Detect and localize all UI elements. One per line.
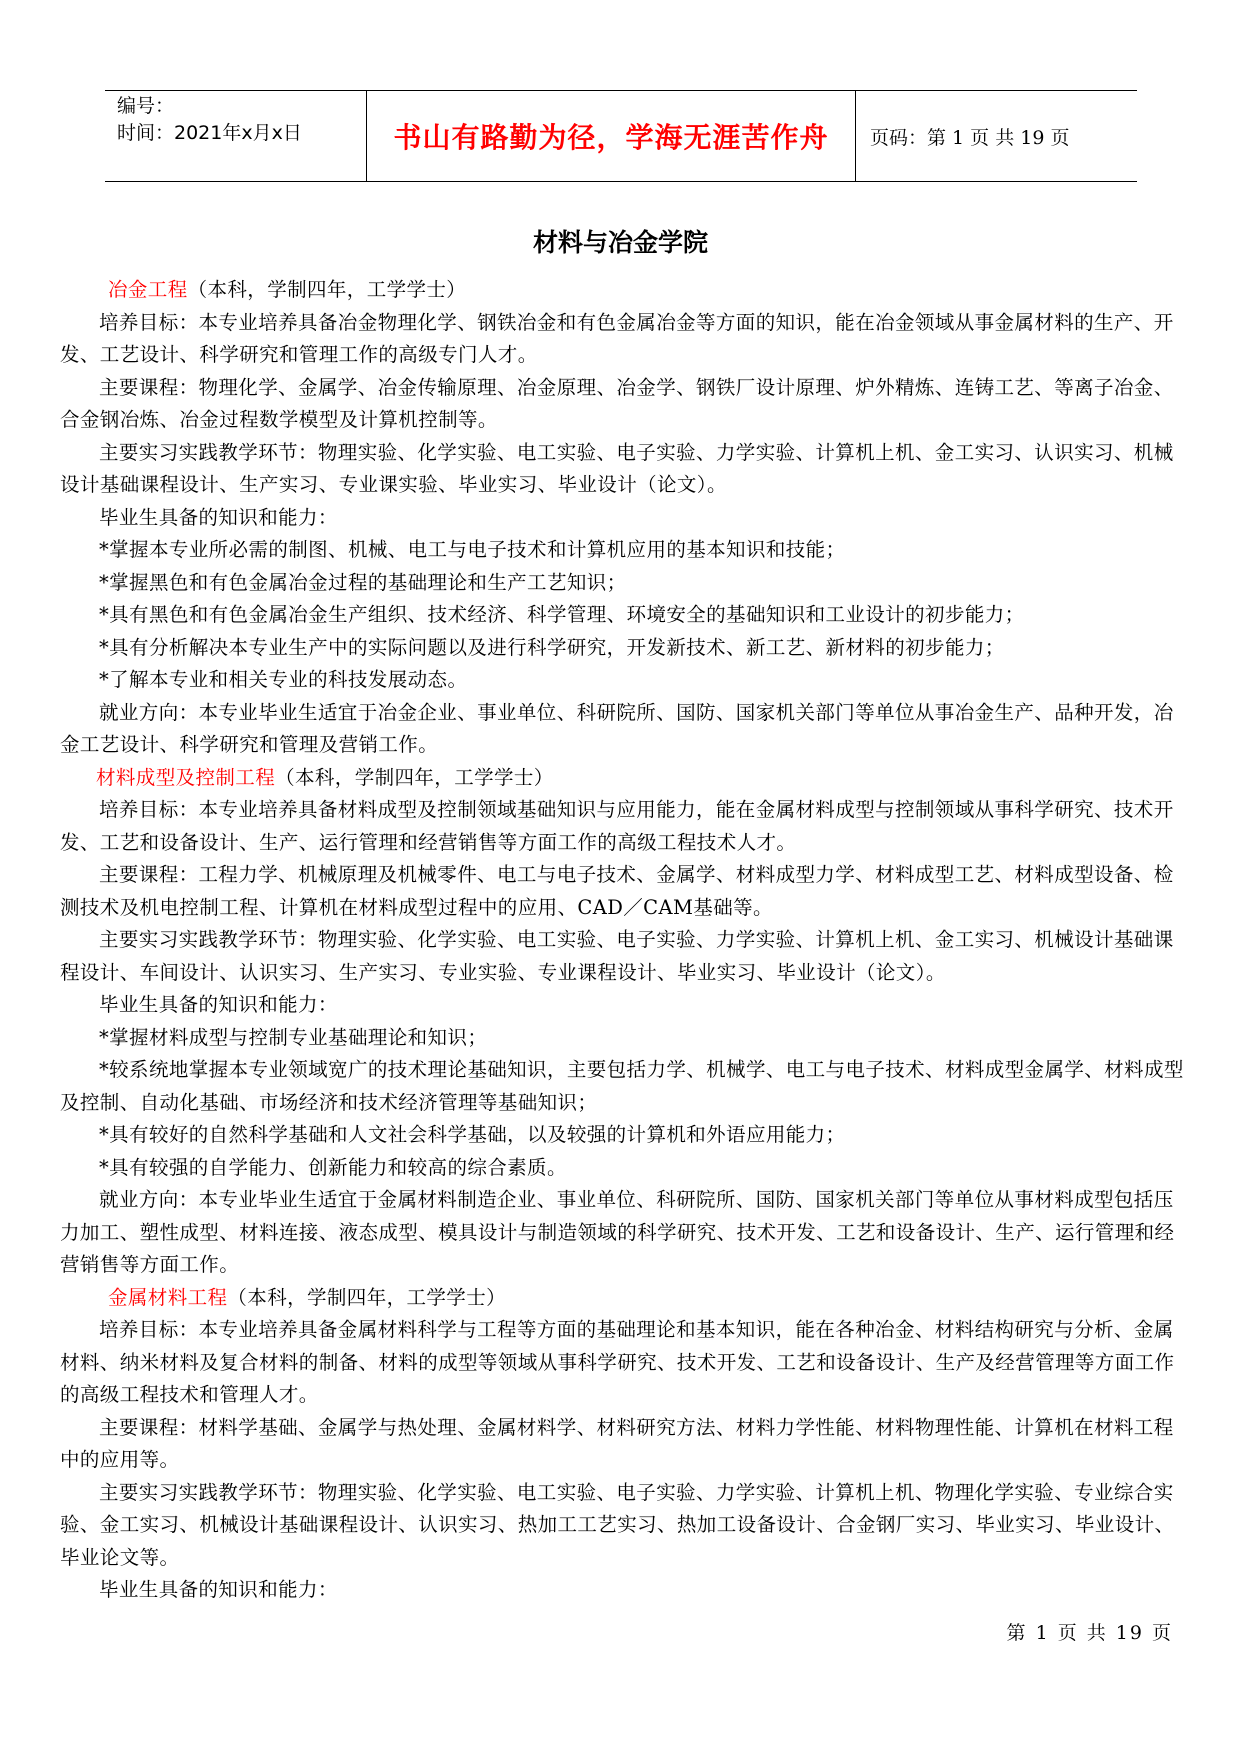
main-courses: 主要课程：物理化学、金属学、冶金传输原理、冶金原理、冶金学、钢铁厂设计原理、炉外精炼、连铸工艺、等离子冶金、合金钢冶炼、冶金过程数学模型及计算机控制等。 [60,375,1174,431]
employment-direction: 就业方向：本专业毕业生适宜于金属材料制造企业、事业单位、科研院所、国防、国家机关部门等单位从事材料成型包括压力加工、塑性成型、材料连接、液态成型、模具设计与制造领域的科学研究、技术开发、工艺和设备设计、生产、运行管理和经营销售等方面工作。 [60,1188,1175,1276]
ability-title: 毕业生具备的知识和能力： [99,505,338,529]
practice-sessions: 主要实习实践教学环节：物理实验、化学实验、电工实验、电子实验、力学实验、计算机上机、金工实习、认识实习、机械设计基础课程设计、生产实习、专业课实验、毕业实习、毕业设计（论文）。 [60,440,1174,496]
practice-sessions: 主要实习实践教学环节：物理实验、化学实验、电工实验、电子实验、力学实验、计算机上机、物理化学实验、专业综合实验、金工实习、机械设计基础课程设计、认识实习、热加工工艺实习、热加工设备设计、合金钢厂实习、毕业实习、毕业设计、毕业论文等。 [60,1480,1175,1569]
document-body [60,274,1185,1607]
ability-item: *具有较强的自学能力、创新能力和较高的综合素质。 [99,1155,567,1179]
main-courses: 主要课程：材料学基础、金属学与热处理、金属材料学、材料研究方法、材料力学性能、材料物理性能、计算机在材料工程中的应用等。 [60,1415,1174,1471]
major-heading [60,762,1185,795]
major-meta: （本科，学制四年，工学学士） [227,1285,507,1309]
page-footer: 第 1 页 共 19 页 [1006,1622,1173,1644]
serial-number-label: 编号： [117,95,175,117]
ability-item: *了解本专业和相关专业的科技发展动态。 [99,668,468,691]
ability-item: *掌握材料成型与控制专业基础理论和知识； [99,1025,488,1049]
major-meta: （本科，学制四年，工学学士） [187,278,467,301]
practice-sessions: 主要实习实践教学环节：物理实验、化学实验、电工实验、电子实验、力学实验、计算机上机、金工实习、机械设计基础课程设计、车间设计、认识实习、生产实习、专业实验、专业课程设计、毕业实习、毕业设计（论文）。 [60,928,1174,984]
major-name: 冶金工程 [108,278,188,301]
major-meta: （本科，学制四年，工学学士） [275,765,554,789]
ability-item: *具有较好的自然科学基础和人文社会科学基础，以及较强的计算机和外语应用能力； [99,1123,846,1146]
employment-direction: 就业方向：本专业毕业生适宜于冶金企业、事业单位、科研院所、国防、国家机关部门等单位从事冶金生产、品种开发，冶金工艺设计、科学研究和管理及营销工作。 [60,700,1174,756]
page-header [105,90,1137,182]
ability-item: *具有分析解决本专业生产中的实际问题以及进行科学研究，开发新技术、新工艺、新材料的初步能力； [99,635,1005,659]
major-name: 金属材料工程 [108,1285,228,1309]
ability-title: 毕业生具备的知识和能力： [99,993,338,1016]
header-info-cell [105,91,367,181]
header-page-label: 页码：第 1 页 共 19 页 [870,126,1070,149]
ability-title: 毕业生具备的知识和能力： [99,1578,338,1601]
ability-item: *具有黑色和有色金属冶金生产组织、技术经济、科学管理、环境安全的基础知识和工业设计的初步能力； [99,603,1025,626]
major-heading [60,274,1185,307]
training-goal: 培养目标：本专业培养具备冶金物理化学、钢铁冶金和有色金属冶金等方面的知识，能在冶金领域从事金属材料的生产、开发、工艺设计、科学研究和管理工作的高级专门人才。 [60,310,1174,366]
ability-item: *掌握本专业所必需的制图、机械、电工与电子技术和计算机应用的基本知识和技能； [99,538,846,561]
major-heading [60,1282,1185,1315]
header-motto: 书山有路勤为径，学海无涯苦作舟 [367,91,856,181]
ability-item: *掌握黑色和有色金属冶金过程的基础理论和生产工艺知识； [99,570,627,594]
document-title: 材料与冶金学院 [532,228,708,257]
time-label: 时间：2021年x月x日 [117,122,302,144]
ability-item: *较系统地掌握本专业领域宽广的技术理论基础知识，主要包括力学、机械学、电工与电子技术、材料成型金属学、材料成型及控制、自动化基础、市场经济和技术经济管理等基础知识； [60,1058,1184,1114]
major-name: 材料成型及控制工程 [96,765,276,789]
training-goal: 培养目标：本专业培养具备金属材料科学与工程等方面的基础理论和基本知识，能在各种冶金、材料结构研究与分析、金属材料、纳米材料及复合材料的制备、材料的成型等领域从事科学研究、技术开发、工艺和设备设计、生产及经营管理等方面工作的高级工程技术和管理人才。 [60,1318,1175,1406]
main-courses: 主要课程：工程力学、机械原理及机械零件、电工与电子技术、金属学、材料成型力学、材料成型工艺、材料成型设备、检测技术及机电控制工程、计算机在材料成型过程中的应用、CAD／CAM基础等。 [60,863,1174,919]
training-goal: 培养目标：本专业培养具备材料成型及控制领域基础知识与应用能力，能在金属材料成型与控制领域从事科学研究、技术开发、工艺和设备设计、生产、运行管理和经营销售等方面工作的高级工程技术人才。 [60,798,1174,854]
